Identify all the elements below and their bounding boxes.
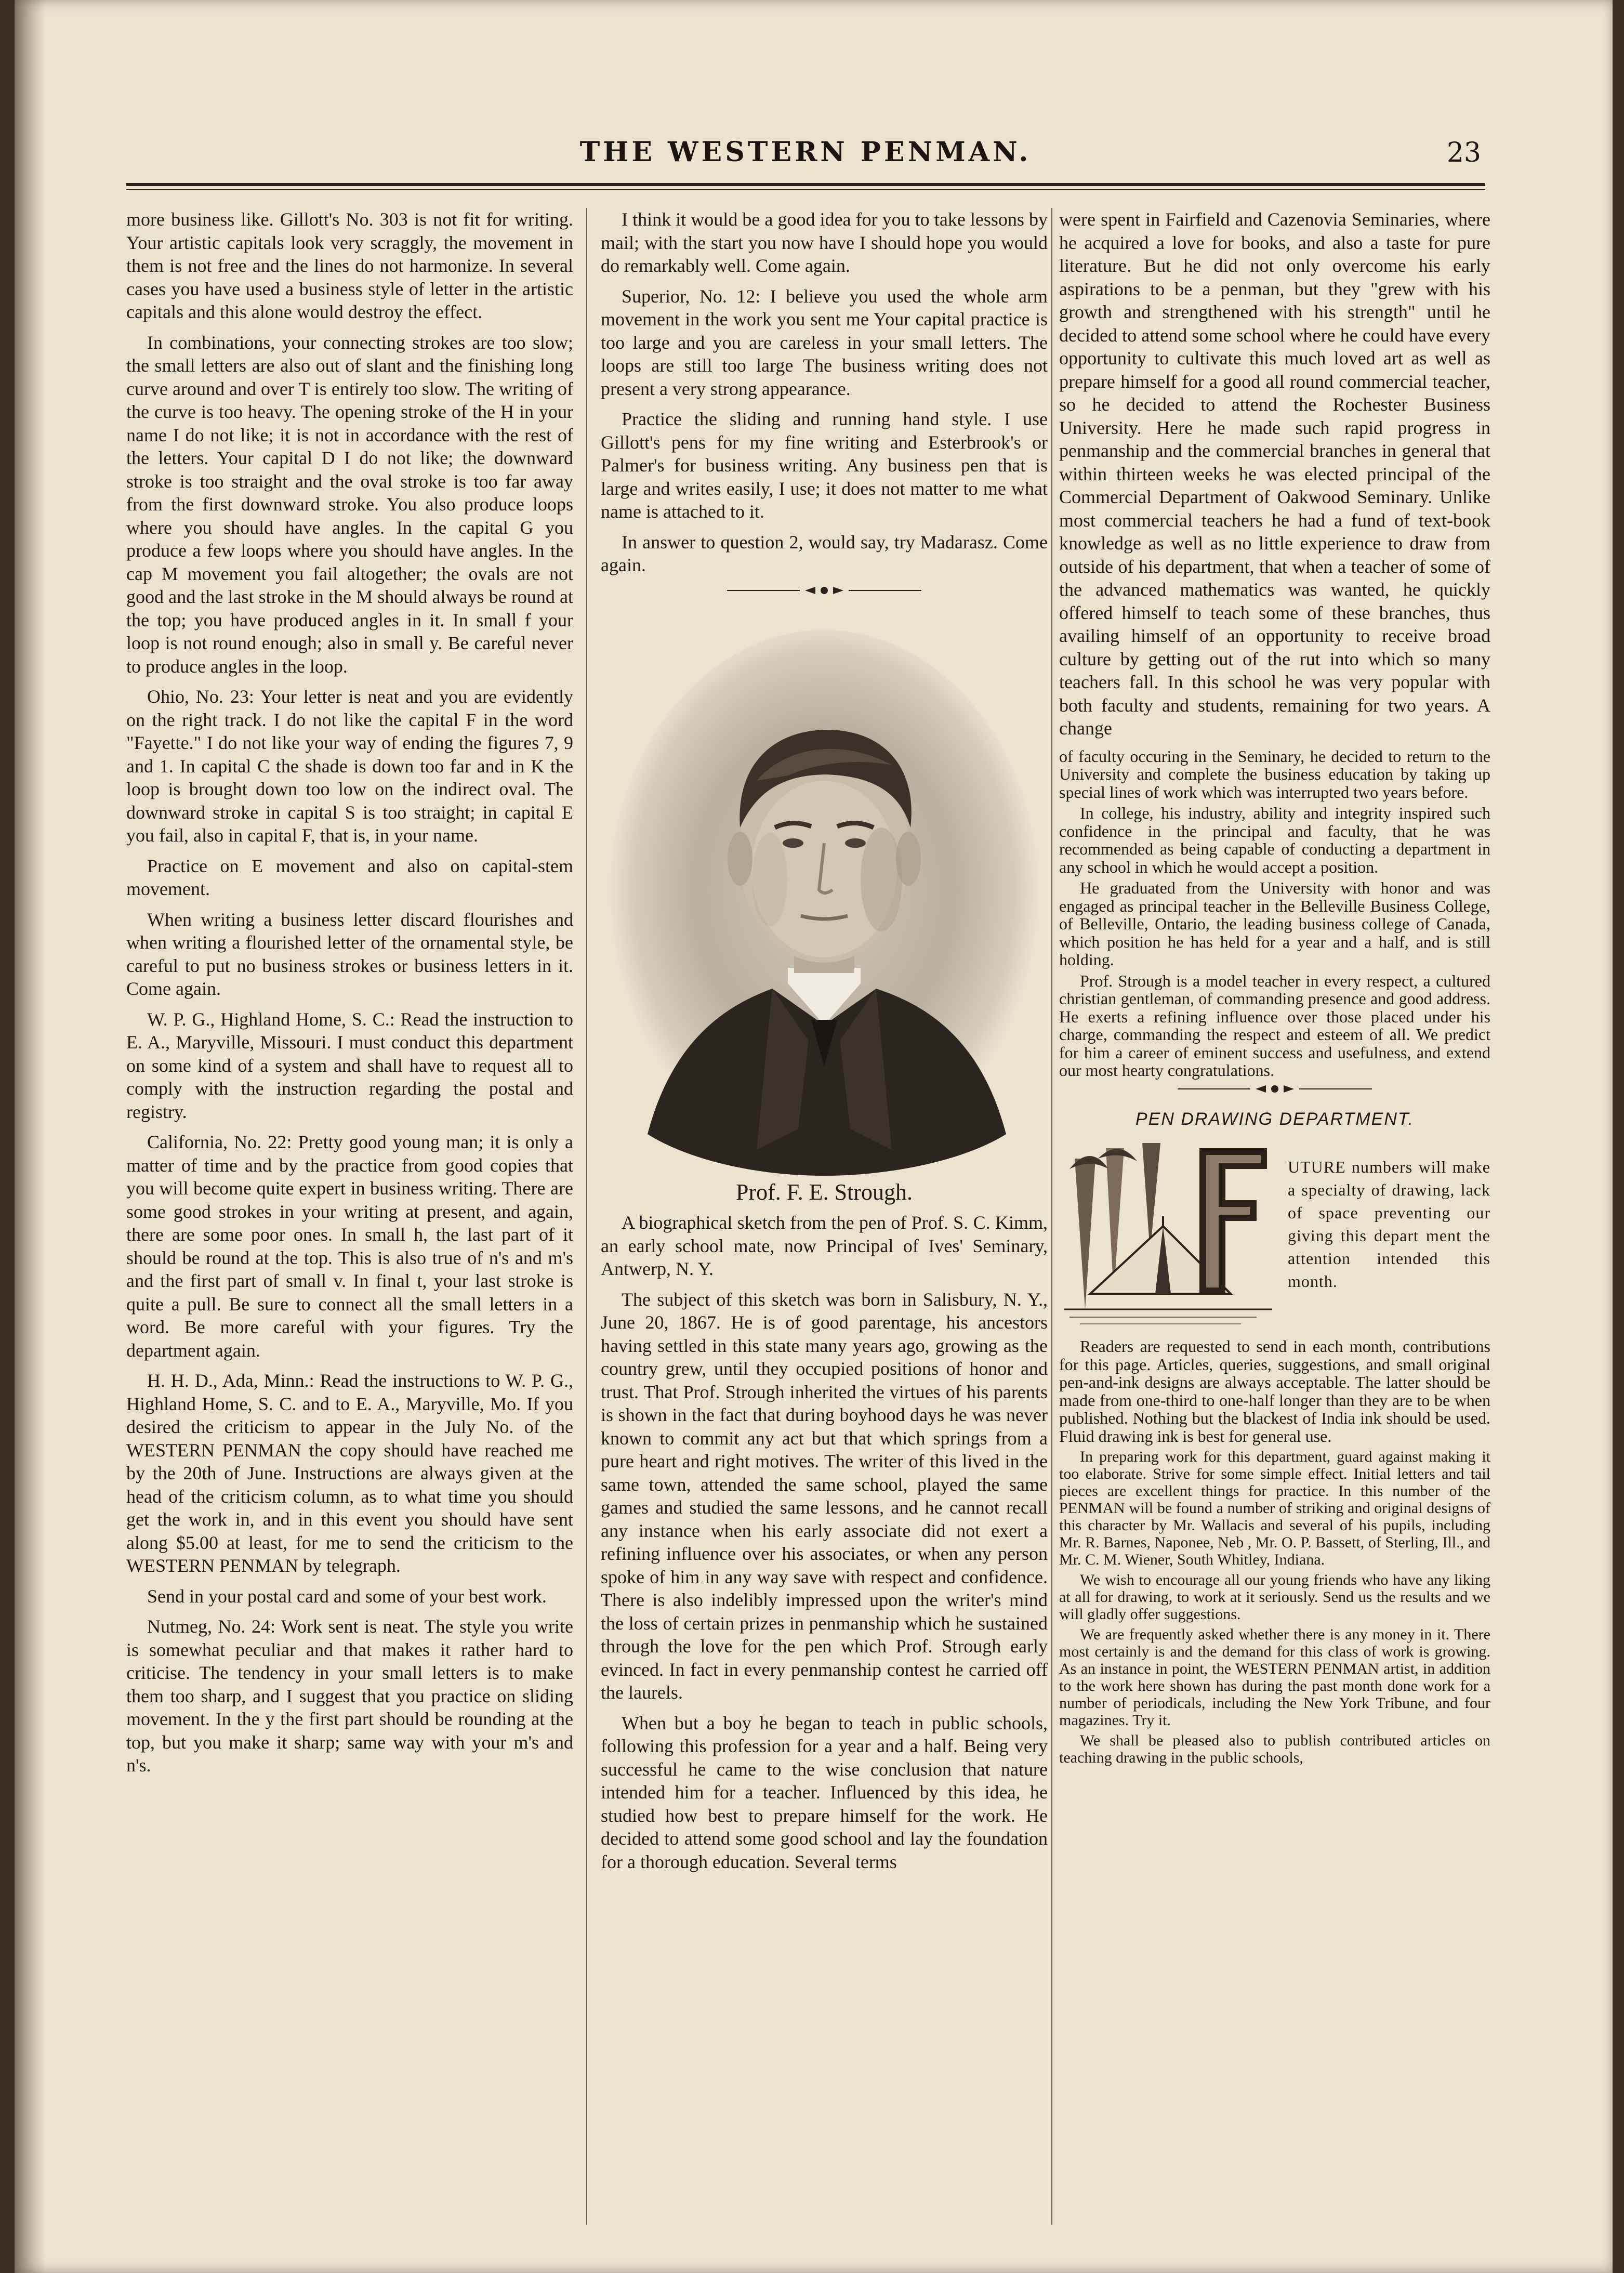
col1-paragraph: more business like. Gillott's No. 303 is not fit for writing. Your artistic capitals look very scraggly, the movement in them is not free and the lines do not harmonize. In several cases you have used a business style of letter in the artistic capitals and this alone would destroy the effect. — [126, 209, 573, 322]
col3-paragraph: We are frequently asked whether there is any money in it. There most certainly is and the demand for this class of work is growing. As an instance in point, the WESTERN PENMAN artist, in addition to the work here shown has during the past month done work for a number of periodicals, including the New York Tribune, and four magazines. Try it. — [1059, 1626, 1490, 1729]
newspaper-page — [15, 0, 1613, 2273]
col3-paragraph: Prof. Strough is a model teacher in every respect, a cultured christian gentleman, of commanding presence and good address. He exerts a refining influence over those placed under his charge, commanding the respect and esteem of all. We predict for him a career of eminent success and usefulness, and extend our most hearty congratulations. — [1059, 971, 1490, 1080]
col3-paragraph: In preparing work for this department, guard against making it too elaborate. Strive for some simple effect. Initial letters and tail pieces are excellent things for practice. In this number of the PENMAN will be found a number of striking and original designs of this character by Mr. Wallacis and several of his pupils, including Mr. R. Barnes, Naponee, Neb , Mr. O. P. Bassett, of Sterling, Ill., and Mr. C. M. Wiener, South Whitley, Indiana. — [1059, 1448, 1490, 1568]
col1-paragraph: When writing a business letter discard flourishes and when writing a flourished letter of the ornamental style, be careful to put no business strokes or business letters in it. Come again. — [126, 909, 573, 999]
col1-paragraph: California, No. 22: Pretty good young man; it is only a matter of time and by the practice from good copies that you will become quite expert in business writing. There are some good strokes in your writing at present, and again, there are some poor ones. In small h, the last part of it should be round at the top. This is also true of n's and m's and the first part of small v. In final t, your last stroke is quite a pull. Be sure to connect all the small letters in a word. Be more careful with your figures. Try the department again. — [126, 1132, 573, 1361]
col3-paragraph: In college, his industry, ability and integrity inspired such confidence in the principal and faculty, that he was recommended as being capable of conducting a department in any school in which he would accept a position. — [1059, 804, 1490, 876]
col3-paragraph: of faculty occuring in the Seminary, he decided to return to the University and complete the business education by taking up special lines of work which was interrupted two years before. — [1059, 746, 1490, 802]
portrait-image — [601, 609, 1048, 1181]
column-rule-2 — [1051, 208, 1052, 2225]
dropcap-text: UTURE numbers will make a specialty of drawing, lack of space preventing our giving this depart ment the attention intended this month. — [1288, 1158, 1490, 1291]
header-rule-thin — [126, 189, 1485, 190]
col2-paragraph: I think it would be a good idea for you to take lessons by mail; with the start you now have I should hope you would do remarkably well. Come again. — [601, 209, 1048, 276]
col1-paragraph: Ohio, No. 23: Your letter is neat and you are evidently on the right track. I do not like the capital F in the word "Fayette." I do not like your way of ending the figures 7, 9 and 1. In capital C the shade is down too far and in K the loop is brought down too low on the indirect oval. The downward stroke in capital S is too straight; in capital E you fail, also in capital F, that is, in your name. — [126, 686, 573, 846]
col1-paragraph: W. P. G., Highland Home, S. C.: Read the instruction to E. A., Maryville, Missouri. I must conduct this department on some kind of a system and shall have to request all to comply with the instruction regarding the postal and registry. — [126, 1008, 573, 1122]
column-1 — [126, 208, 573, 2245]
section-ornament — [601, 584, 1048, 597]
col1-paragraph: Send in your postal card and some of your best work. — [147, 1585, 547, 1607]
masthead — [130, 136, 1481, 178]
col2-paragraph: In answer to question 2, would say, try Madarasz. Come again. — [601, 531, 1048, 575]
col1-paragraph: H. H. D., Ada, Minn.: Read the instructions to W. P. G., Highland Home, S. C. and to E. A., Maryville, Mo. If you desired the criticism to appear in the July No. of the WESTERN PENMAN the copy should have reached me by the 20th of June. Instructions are always given at the head of the criticism column, as to what time you should get the work in, and in this event you should have sent along $5.00 at least, for me to send the criticism to the WESTERN PENMAN by telegraph. — [126, 1370, 573, 1576]
binding-shadow — [15, 0, 46, 2273]
col1-paragraph: In combinations, your connecting strokes are too slow; the small letters are also out of slant and the finishing long curve around and over T is entirely too slow. The writing of the curve is too heavy. The opening stroke of the H in your name I do not like; it is not in accordance with the rest of the letters. Your capital D I do not like; the downward stroke is too straight and the oval stroke is too far away from the first downward stroke. You also produce loops where you should have angles. In the capital G you produce a few loops where you should have angles. In the cap M movement you fail altogether; the ovals are not good and the last stroke in the M should always be round at the top; you have produced angles in it. In small f your loop is not round enough; also in small y. Be careful never to produce angles in the loop. — [126, 332, 573, 677]
page-number: 23 — [1446, 137, 1481, 168]
portrait-caption: Prof. F. E. Strough. — [736, 1179, 913, 1205]
illustrated-initial-f — [1059, 1138, 1277, 1330]
col2-paragraph: When but a boy he began to teach in public schools, following this profession for a year and a half. Being very successful he came to the wise conclusion that nature intended him for a teacher. Influenced by this idea, he studied how best to prepare himself for the work. He decided to attend some good school and lay the foundation for a thorough education. Several terms — [601, 1712, 1048, 1872]
column-3 — [1059, 208, 1490, 2245]
col3-paragraph: Readers are requested to send in each month, contributions for this page. Articles, queries, suggestions, and small original pen-and-ink designs are always acceptable. The latter should be made from one-third to one-half longer than they are to be when published. Nothing but the blackest of India ink should be used. Fluid drawing ink is best for general use. — [1059, 1337, 1490, 1446]
col2-paragraph: Practice the sliding and running hand style. I use Gillott's pens for my fine writing and Esterbrook's or Palmer's for business writing. Any business pen that is large and writes easily, I use; it does not matter to me what name is attached to it. — [601, 409, 1048, 522]
col1-paragraph: Practice on E movement and also on capital-stem movement. — [126, 855, 573, 899]
col3-paragraph: We shall be pleased also to publish contributed articles on teaching drawing in the public schools, — [1059, 1732, 1490, 1766]
col3-paragraph: were spent in Fairfield and Cazenovia Seminaries, where he acquired a love for books, and also a taste for pure literature. But he did not only overcome his early aspirations to be a penman, but they "grew with his growth and strengthened with his strength" until he decided to attend some school where he could have every opportunity to cultivate this much loved art as well as prepare himself for a good all round commercial teacher, so he decided to attend the Rochester Business University. Here he made such rapid progress in penmanship and the commercial branches in general that within thirteen weeks he was elected principal of the Commercial Department of Oakwood Seminary. Unlike most commercial teachers he had a fund of text-book knowledge as well as no little experience to draw from outside of his department, that when a teacher of some of the advanced mathematics was wanted, he quickly offered himself to teach some of these branches, thus availing himself of an opportunity to receive broad culture by getting out of the rut into which so many teachers fall. In this school he was very popular with both faculty and students, remaining for two years. A change — [1059, 209, 1490, 739]
section-title: PEN DRAWING DEPARTMENT. — [1136, 1109, 1414, 1129]
col3-paragraph: We wish to encourage all our young friends who have any liking at all for drawing, to work at it seriously. Send us the results and we will gladly offer suggestions. — [1059, 1571, 1490, 1623]
col2-paragraph: Superior, No. 12: I believe you used the whole arm movement in the work you sent me Your capital practice is too large and you are careless in your small letters. The loops are still too large The business writing does not present a very strong appearance. — [601, 285, 1048, 399]
col2-paragraph: The subject of this sketch was born in Salisbury, N. Y., June 20, 1867. He is of good parentage, his ancestors having settled in this state many years ago, growing as the country grew, until they occupied positions of honor and trust. That Prof. Strough inherited the virtues of his parents is shown in the fact that during boyhood days he was never known to commit any act but that which springs from a pure heart and right motives. The writer of this lived in the same town, attended the same school, played the same games and studied the same lessons, and he cannot recall any instance when his early associate did not exert a refining influence over his associates, or when any person spoke of him in any way save with respect and confidence. There is also indelibly impressed upon the writer's mind the loss of certain prizes in penmanship which he sustained through the love for the pen which Prof. Strough early evinced. In fact in every penmanship contest he carried off the laurels. — [601, 1289, 1048, 1703]
header-rule-thick — [126, 183, 1485, 186]
col2-paragraph: A biographical sketch from the pen of Prof. S. C. Kimm, an early school mate, now Principal of Ives' Seminary, Antwerp, N. Y. — [601, 1212, 1048, 1279]
col3-paragraph: He graduated from the University with honor and was engaged as principal teacher in the Belleville Business College, of Belleville, Ontario, the leading business college of Canada, which position he has held for a year and a half, and is still holding. — [1059, 878, 1490, 969]
dropcap-block — [1059, 1138, 1490, 1335]
section-ornament — [1059, 1083, 1490, 1095]
column-2 — [601, 208, 1048, 2245]
publication-title: THE WESTERN PENMAN. — [579, 136, 1032, 168]
col1-paragraph: Nutmeg, No. 24: Work sent is neat. The style you write is somewhat peculiar and that makes it rather hard to criticise. The tendency in your small letters is to make them too sharp, and I suggest that you practice on sliding movement. In the y the first part should be rounding at the top, but you make it sharp; same way with your m's and n's. — [126, 1616, 573, 1776]
column-rule-1 — [586, 208, 587, 2225]
portrait-engraving — [601, 609, 1048, 1181]
